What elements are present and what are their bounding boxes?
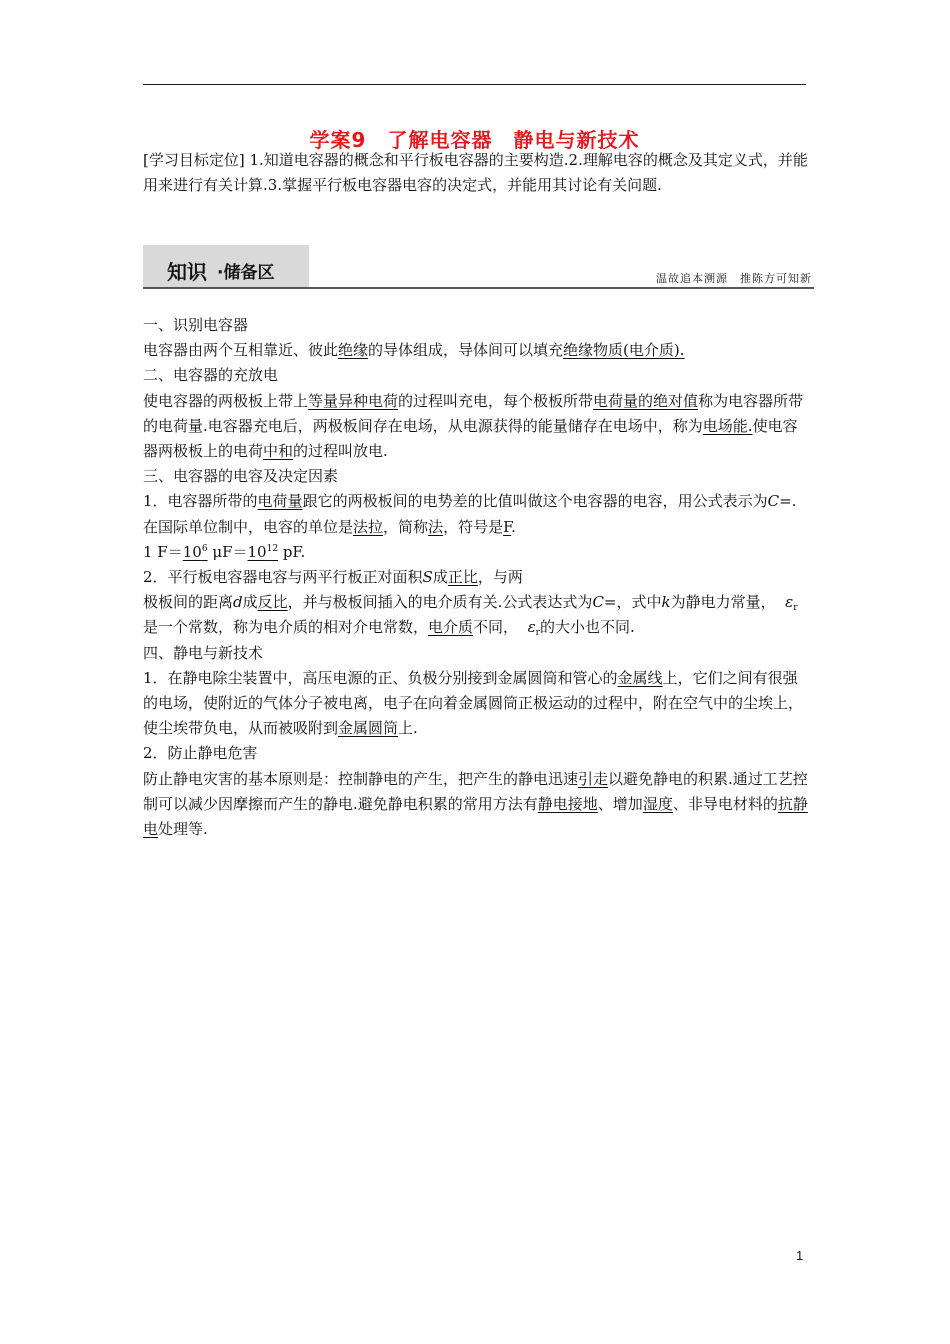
paragraph-unit-conversion: 1 $F=10^6$ $\mu F=10^{12}$ pF.	[143, 542, 306, 561]
section-tab-sub: ·储备区	[217, 263, 275, 283]
fill-blank: 中和	[263, 442, 294, 461]
header-rule	[143, 84, 806, 85]
paragraph-static-hazard: 防止静电灾害的基本原则是：控制静电的产生，把产生的静电迅速引走以避免静电的积累.通过工艺控制可以减少因摩擦而产生的静电.避免静电积累的常用方法有静电接地、增加湿度、非导电材料的抗静电处理等.	[143, 769, 808, 839]
paragraph-capacitance-def: 1．电容器所带的电荷量跟它的两极板间的电势差的比值叫做这个电容器的电容，用公式表示为C=.在国际单位制中，电容的单位是法拉，简称法，符号是F.	[143, 492, 797, 536]
fill-blank: 抗静电	[143, 794, 808, 839]
fill-blank: 法拉	[353, 517, 384, 536]
paragraph-plate-distance: 极板间的距离d成反比，并与极板间插入的电介质有关.公式表达式为C=，式中k为静电力常量， $\varepsilon_r$是一个常数，称为电介质的相对介电常数，电介质不同， $\varepsilon_r$的大小也不同.	[143, 593, 798, 639]
fill-blank: 电荷量	[257, 492, 303, 511]
fill-blank: 金属线	[617, 668, 663, 687]
heading-electrostatics: 四、静电与新技术	[143, 643, 264, 662]
heading-capacitance: 三、电容器的电容及决定因素	[143, 467, 339, 486]
section-rule	[143, 287, 814, 289]
fill-blank: 静电接地	[537, 794, 598, 813]
fill-blank: 电荷量的绝对值	[593, 391, 699, 410]
fill-blank: 反比	[257, 593, 288, 612]
fill-blank: $10^{12}$	[247, 542, 279, 561]
fill-blank: 金属圆筒	[338, 719, 399, 738]
fill-blank: $10^6$	[182, 542, 208, 561]
page-title: 学案9 了解电容器 静电与新技术	[309, 128, 640, 152]
fill-blank: 法	[428, 517, 444, 536]
paragraph-dust-removal: 1．在静电除尘装置中，高压电源的正、负极分别接到金属圆筒和管心的金属线上，它们之间有很强的电场，使附近的气体分子被电离，电子在向着金属圆筒正极运动的过程中，附在空气中的尘埃上，使尘埃带负电，从而被吸附到金属圆筒上.	[143, 668, 804, 738]
fill-blank: 电场能.	[702, 416, 753, 435]
fill-blank: 电介质	[428, 618, 474, 637]
knowledge-content	[143, 313, 811, 842]
fill-blank: 绝缘	[338, 341, 369, 360]
heading-capacitor: 一、识别电容器	[143, 316, 249, 334]
section-slogan: 温故追本溯源 推陈方可知新	[656, 272, 812, 285]
subheading-static-hazard: 2．防止静电危害	[143, 744, 258, 763]
fill-blank: 等量异种电荷	[308, 391, 399, 410]
section-tab-main: 知识	[167, 260, 207, 284]
learning-goals: [学习目标定位] 1.知道电容器的概念和平行板电容器的主要构造.2.理解电容的概念及其定义式，并能用来进行有关计算.3.掌握平行板电容器电容的决定式，并能用其讨论有关问题.	[143, 151, 808, 194]
fill-blank: 湿度	[642, 794, 673, 813]
paragraph-charging: 使电容器的两极板上带上等量异种电荷的过程叫充电，每个极板所带电荷量的绝对值称为电容器所带的电荷量.电容器充电后，两极板间存在电场，从电源获得的能量储存在电场中，称为电场能.使电容器两极板上的电荷中和的过程叫放电.	[143, 391, 804, 461]
heading-charging: 二、电容器的充放电	[143, 366, 279, 385]
paragraph-parallel-plate: 2．平行板电容器电容与两平行板正对面积S成正比，与两	[143, 568, 523, 587]
fill-blank: 绝缘物质(电介质).	[563, 341, 685, 360]
section-header	[143, 245, 814, 291]
paragraph-capacitor: 电容器由两个互相靠近、彼此绝缘的导体组成，导体间可以填充绝缘物质(电介质).	[143, 341, 685, 360]
fill-blank: 引走	[578, 769, 609, 788]
page-number: 1	[796, 1248, 804, 1263]
fill-blank: 正比	[447, 568, 478, 587]
fill-blank: F	[503, 517, 512, 536]
